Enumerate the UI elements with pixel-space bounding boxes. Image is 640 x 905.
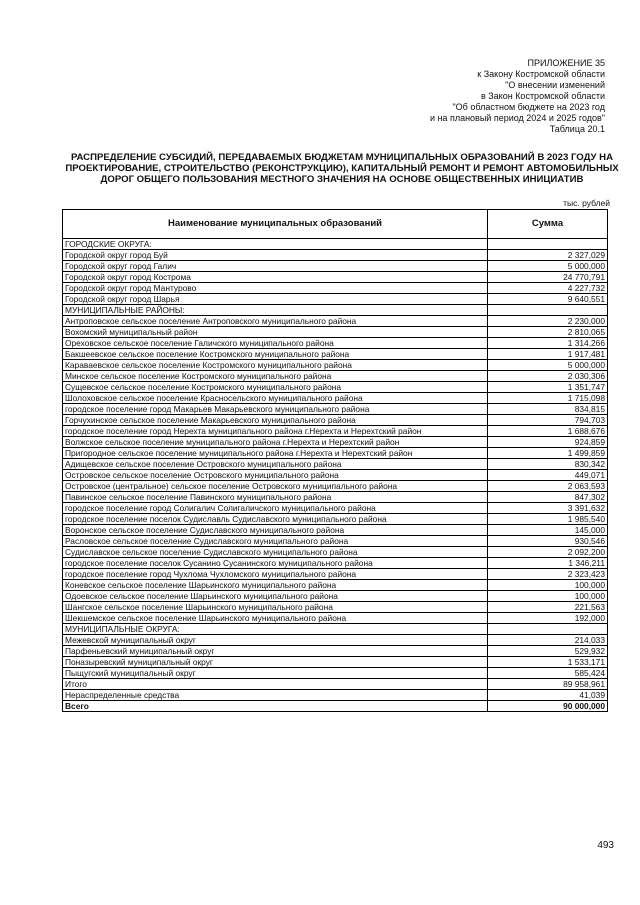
row-name: Городской округ город Галич — [63, 261, 488, 272]
table-row — [63, 591, 608, 602]
table-row — [63, 613, 608, 624]
row-amount: 2 092,200 — [488, 547, 608, 558]
page-number: 493 — [597, 840, 614, 851]
table-row — [63, 327, 608, 338]
table-group-row — [63, 305, 608, 316]
row-name: Горчухинское сельское поселение Макарьевского муниципального района — [63, 415, 488, 426]
distribution-table — [62, 209, 608, 712]
table-row — [63, 470, 608, 481]
row-amount: 2 230,000 — [488, 316, 608, 327]
table-row — [63, 272, 608, 283]
row-amount: 90 000,000 — [488, 701, 608, 712]
row-name: Караваевское сельское поселение Костромского муниципального района — [63, 360, 488, 371]
row-name: Расловское сельское поселение Судиславского муниципального района — [63, 536, 488, 547]
row-name: Нераспределенные средства — [63, 690, 488, 701]
table-row — [63, 701, 608, 712]
row-name: Воронское сельское поселение Судиславского муниципального района — [63, 525, 488, 536]
table-row — [63, 261, 608, 272]
table-row — [63, 448, 608, 459]
row-name: Павинское сельское поселение Павинского муниципального района — [63, 492, 488, 503]
row-name: Поназыревский муниципальный округ — [63, 657, 488, 668]
table-row — [63, 349, 608, 360]
row-name: Коневское сельское поселение Шарьинского муниципального района — [63, 580, 488, 591]
row-amount: 847,302 — [488, 492, 608, 503]
row-amount: 2 030,306 — [488, 371, 608, 382]
row-name: Островское сельское поселение Островского муниципального района — [63, 470, 488, 481]
row-name: Ореховское сельское поселение Галичского муниципального района — [63, 338, 488, 349]
row-amount — [488, 239, 608, 250]
row-name: Всего — [63, 701, 488, 712]
row-amount: 924,859 — [488, 437, 608, 448]
row-name: Городской округ город Мантурово — [63, 283, 488, 294]
row-amount: 830,342 — [488, 459, 608, 470]
row-name: Пригородное сельское поселение муниципального района г.Нерехта и Нерехтский район — [63, 448, 488, 459]
table-row — [63, 514, 608, 525]
row-amount: 192,000 — [488, 613, 608, 624]
table-row — [63, 690, 608, 701]
table-row — [63, 569, 608, 580]
table-row — [63, 338, 608, 349]
table-row — [63, 294, 608, 305]
table-row — [63, 635, 608, 646]
row-name: городское поселение город Солигалич Солигаличского муниципального района — [63, 503, 488, 514]
row-name: Городской округ город Буй — [63, 250, 488, 261]
row-amount: 2 063,593 — [488, 481, 608, 492]
row-name: Минское сельское поселение Костромского муниципального района — [63, 371, 488, 382]
row-name: городское поселение город Нерехта муниципального района г.Нерехта и Нерехтский район — [63, 426, 488, 437]
table-row — [63, 668, 608, 679]
table-row — [63, 415, 608, 426]
table-row — [63, 646, 608, 657]
row-amount: 794,703 — [488, 415, 608, 426]
appendix-line: в Закон Костромской области — [480, 91, 605, 101]
table-row — [63, 250, 608, 261]
row-amount: 1 346,211 — [488, 558, 608, 569]
row-amount: 449,071 — [488, 470, 608, 481]
row-amount: 1 985,540 — [488, 514, 608, 525]
row-amount: 1 533,171 — [488, 657, 608, 668]
row-name: Городской округ город Кострома — [63, 272, 488, 283]
appendix-line: "Об областном бюджете на 2023 год — [452, 102, 605, 112]
table-row — [63, 580, 608, 591]
header-name: Наименование муниципальных образований — [63, 210, 488, 239]
row-amount — [488, 305, 608, 316]
table-row — [63, 459, 608, 470]
row-amount: 24 770,791 — [488, 272, 608, 283]
row-amount: 1 314,266 — [488, 338, 608, 349]
table-row — [63, 657, 608, 668]
row-name: Волжское сельское поселение муниципального района г.Нерехта и Нерехтский район — [63, 437, 488, 448]
row-amount: 1 499,859 — [488, 448, 608, 459]
table-row — [63, 393, 608, 404]
row-name: Бакшеевское сельское поселение Костромского муниципального района — [63, 349, 488, 360]
row-amount — [488, 624, 608, 635]
units-label: тыс. рублей — [563, 198, 610, 208]
row-name: Шангское сельское поселение Шарьинского муниципального района — [63, 602, 488, 613]
row-amount: 5 000,000 — [488, 261, 608, 272]
row-name: Адищевское сельское поселение Островского муниципального района — [63, 459, 488, 470]
row-amount: 1 351,747 — [488, 382, 608, 393]
row-amount: 1 688,676 — [488, 426, 608, 437]
table-row — [63, 404, 608, 415]
row-name: Итого — [63, 679, 488, 690]
row-amount: 3 391,632 — [488, 503, 608, 514]
row-amount: 214,033 — [488, 635, 608, 646]
table-row — [63, 283, 608, 294]
row-amount: 2 810,065 — [488, 327, 608, 338]
row-amount: 1 917,481 — [488, 349, 608, 360]
table-row — [63, 679, 608, 690]
row-name: городское поселение поселок Судиславль Судиславского муниципального района — [63, 514, 488, 525]
row-name: Островское (центральное) сельское поселение Островского муниципального района — [63, 481, 488, 492]
table-group-row — [63, 624, 608, 635]
row-amount: 834,815 — [488, 404, 608, 415]
row-name: Шекшемское сельское поселение Шарьинского муниципального района — [63, 613, 488, 624]
appendix-line: Таблица 20.1 — [549, 124, 605, 134]
table-row — [63, 536, 608, 547]
row-name: Вохомский муниципальный район — [63, 327, 488, 338]
row-name: Одоевское сельское поселение Шарьинского муниципального района — [63, 591, 488, 602]
row-amount: 100,000 — [488, 580, 608, 591]
appendix-line: к Закону Костромской области — [477, 69, 605, 79]
row-name: Сущевское сельское поселение Костромского муниципального района — [63, 382, 488, 393]
table-row — [63, 492, 608, 503]
table-row — [63, 547, 608, 558]
row-name: МУНИЦИПАЛЬНЫЕ ОКРУГА: — [63, 624, 488, 635]
row-name: Парфеньевский муниципальный округ — [63, 646, 488, 657]
table-row — [63, 382, 608, 393]
row-name: городское поселение город Макарьев Макарьевского муниципального района — [63, 404, 488, 415]
table-header-row — [63, 210, 608, 239]
row-amount: 100,000 — [488, 591, 608, 602]
row-amount: 9 640,551 — [488, 294, 608, 305]
row-name: Шолоховское сельское поселение Красносельского муниципального района — [63, 393, 488, 404]
document-title: РАСПРЕДЕЛЕНИЕ СУБСИДИЙ, ПЕРЕДАВАЕМЫХ БЮДЖЕТАМ МУНИЦИПАЛЬНЫХ ОБРАЗОВАНИЙ В 2023 ГОДУ НА ПРОЕКТИРОВАНИЕ, СТРОИТЕЛЬСТВО (РЕКОНСТРУКЦИЮ), КАПИТАЛЬНЫЙ РЕМОНТ И РЕМОНТ АВТОМОБИЛЬНЫХ ДОРОГ ОБЩЕГО ПОЛЬЗОВАНИЯ МЕСТНОГО ЗНАЧЕНИЯ НА ОСНОВЕ ОБЩЕСТВЕННЫХ ИНИЦИАТИВ — [65, 152, 619, 185]
row-amount: 2 323,423 — [488, 569, 608, 580]
row-name: Судиславское сельское поселение Судиславского муниципального района — [63, 547, 488, 558]
table-row — [63, 481, 608, 492]
row-amount: 89 958,961 — [488, 679, 608, 690]
row-amount: 145,000 — [488, 525, 608, 536]
row-name: Пыщугский муниципальный округ — [63, 668, 488, 679]
row-name: МУНИЦИПАЛЬНЫЕ РАЙОНЫ: — [63, 305, 488, 316]
row-name: городское поселение поселок Сусанино Сусанинского муниципального района — [63, 558, 488, 569]
row-amount: 585,424 — [488, 668, 608, 679]
table-row — [63, 360, 608, 371]
table-row — [63, 426, 608, 437]
table-row — [63, 371, 608, 382]
row-amount: 4 227,732 — [488, 283, 608, 294]
appendix-line: ПРИЛОЖЕНИЕ 35 — [527, 58, 605, 68]
row-amount: 2 327,029 — [488, 250, 608, 261]
table-row — [63, 602, 608, 613]
row-name: Межевской муниципальный округ — [63, 635, 488, 646]
header-amount: Сумма — [488, 210, 608, 239]
appendix-header — [430, 58, 605, 135]
table-row — [63, 437, 608, 448]
row-name: ГОРОДСКИЕ ОКРУГА: — [63, 239, 488, 250]
table-row — [63, 503, 608, 514]
table-row — [63, 558, 608, 569]
row-amount: 930,546 — [488, 536, 608, 547]
row-amount: 41,039 — [488, 690, 608, 701]
appendix-line: и на плановый период 2024 и 2025 годов" — [429, 113, 605, 123]
table-group-row — [63, 239, 608, 250]
row-amount: 5 000,000 — [488, 360, 608, 371]
row-amount: 1 715,098 — [488, 393, 608, 404]
table-row — [63, 525, 608, 536]
table-body — [63, 239, 608, 712]
row-name: Антроповское сельское поселение Антроповского муниципального района — [63, 316, 488, 327]
row-amount: 529,932 — [488, 646, 608, 657]
table-row — [63, 316, 608, 327]
row-name: городское поселение город Чухлома Чухломского муниципального района — [63, 569, 488, 580]
row-name: Городской округ город Шарья — [63, 294, 488, 305]
appendix-line: "О внесении изменений — [505, 80, 605, 90]
row-amount: 221,563 — [488, 602, 608, 613]
